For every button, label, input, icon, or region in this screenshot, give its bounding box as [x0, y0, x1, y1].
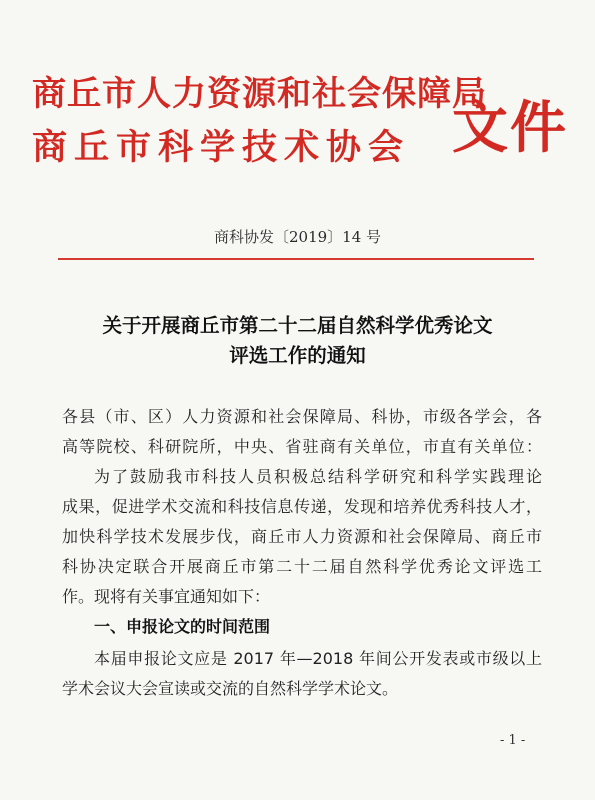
issuing-org-2: 商丘市科学技术协会: [32, 127, 411, 168]
page-number: - 1 -: [500, 733, 526, 748]
intro-line-4: 科协决定联合开展商丘市第二十二届自然科学优秀论文评选工: [62, 557, 542, 576]
document-number: 商科协发〔2019〕14 号: [213, 228, 382, 246]
section-1-line-1: 本届申报论文应是 2017 年—2018 年间公开发表或市级以上: [94, 649, 542, 668]
section-1-line-2: 学术会议大会宣读或交流的自然科学学术论文。: [62, 679, 399, 698]
document-header: [32, 62, 572, 182]
salutation-line-2: 高等院校、科研院所，中央、省驻商有关单位，市直有关单位：: [62, 437, 542, 456]
section-1-heading: 一、申报论文的时间范围: [94, 617, 271, 636]
red-divider-line: [58, 258, 534, 260]
salutation-line-1: 各县（市、区）人力资源和社会保障局、科协，市级各学会，各: [62, 407, 542, 426]
notice-title-line-2: 评选工作的通知: [229, 344, 366, 367]
intro-line-2: 成果，促进学术交流和科技信息传递，发现和培养优秀科技人才，: [62, 497, 542, 516]
intro-line-5: 作。现将有关事宜通知如下：: [62, 587, 271, 606]
intro-line-1: 为了鼓励我市科技人员积极总结科学研究和科学实践理论: [94, 467, 542, 486]
issuing-org-1: 商丘市人力资源和社会保障局: [32, 74, 487, 114]
bleed-through-text: [150, 176, 161, 192]
document-type-label: 文件: [452, 95, 568, 161]
notice-title-line-1: 关于开展商丘市第二十二届自然科学优秀论文: [102, 314, 493, 337]
intro-line-3: 加快科学技术发展步伐，商丘市人力资源和社会保障局、商丘市: [62, 527, 542, 546]
